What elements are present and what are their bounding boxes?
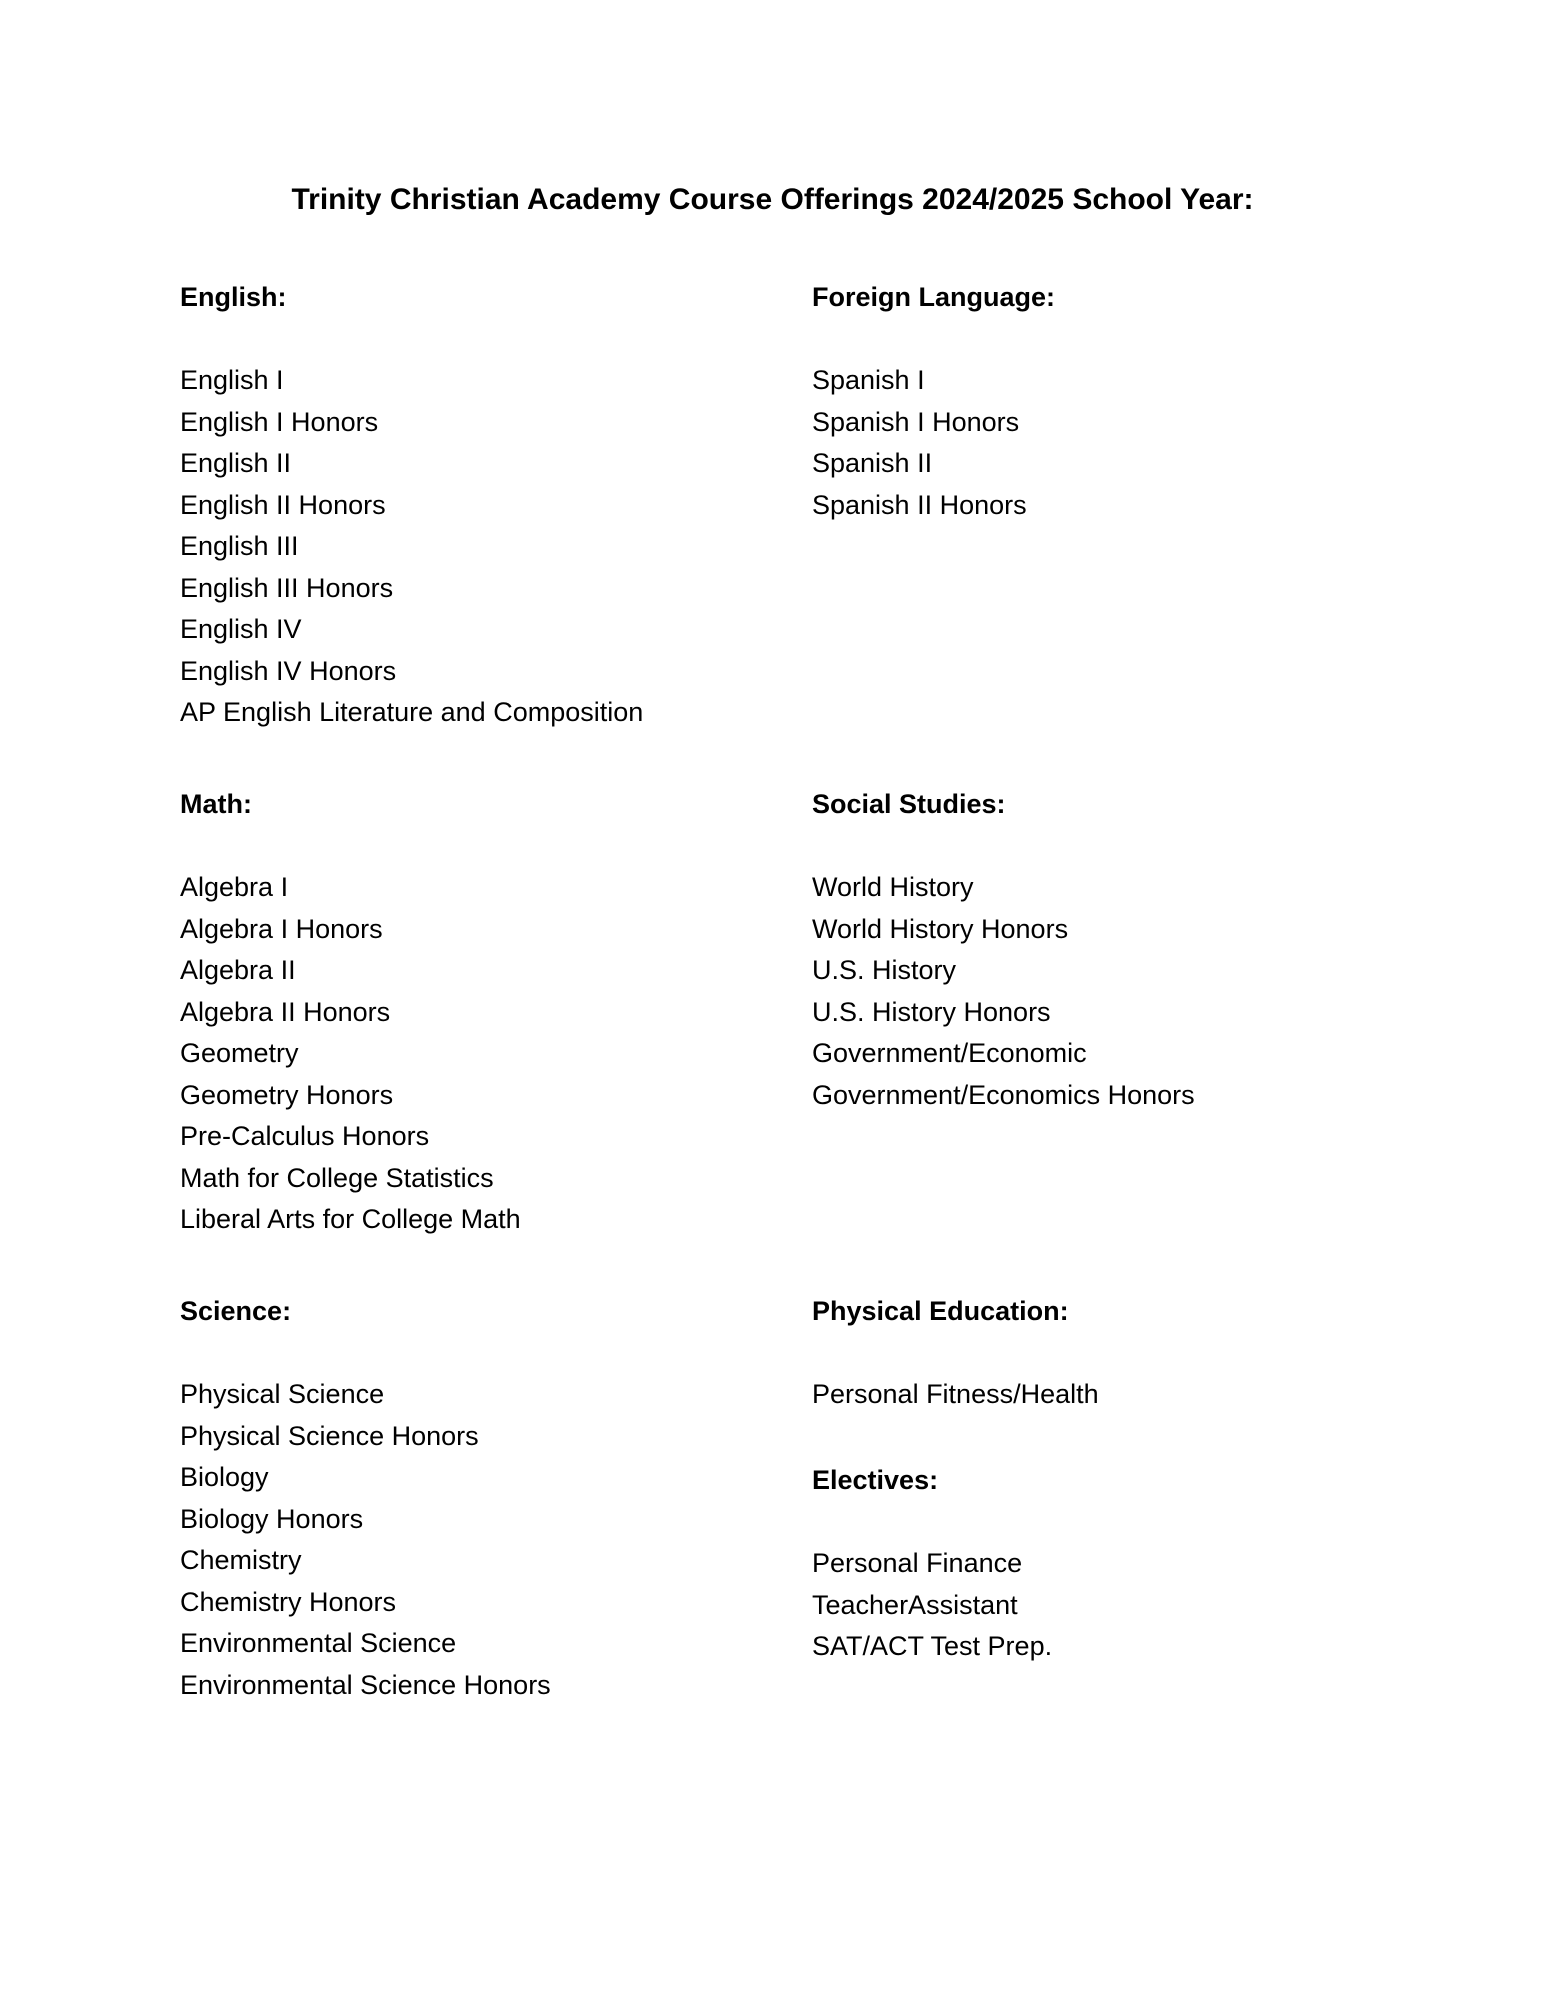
course-item: Math for College Statistics (180, 1162, 494, 1193)
course-item: U.S. History Honors (812, 996, 1051, 1027)
course-item: Physical Science (180, 1379, 385, 1409)
course-list (180, 360, 800, 734)
course-item: Biology Honors (180, 1503, 364, 1534)
course-item: World History Honors (812, 913, 1069, 944)
course-item: U.S. History (812, 955, 957, 985)
course-item: Geometry Honors (180, 1079, 394, 1110)
section-foreign-language (812, 276, 1432, 526)
course-item: Spanish I Honors (812, 406, 1020, 437)
section-heading: Science: (180, 1296, 292, 1326)
section-heading: Math: (180, 789, 252, 819)
course-item: Personal Fitness/Health (812, 1379, 1099, 1409)
course-item: Physical Science Honors (180, 1420, 479, 1451)
course-item: Algebra I Honors (180, 913, 383, 944)
course-item: Spanish I (812, 365, 925, 395)
course-item: English IV Honors (180, 655, 397, 686)
course-item: English II Honors (180, 489, 386, 520)
course-list (180, 1374, 800, 1706)
section-heading: Electives: (812, 1465, 939, 1495)
section-heading: Foreign Language: (812, 282, 1055, 312)
course-item: Environmental Science (180, 1628, 457, 1658)
course-item: Government/Economics Honors (812, 1079, 1195, 1110)
course-item: English III Honors (180, 572, 394, 603)
section-social-studies (812, 783, 1432, 1116)
course-item: Environmental Science Honors (180, 1669, 551, 1700)
course-list (812, 867, 1432, 1116)
course-item: Algebra II Honors (180, 996, 391, 1027)
section-heading: Physical Education: (812, 1296, 1069, 1326)
course-item: Personal Finance (812, 1548, 1023, 1578)
course-item: Algebra II (180, 955, 296, 985)
section-science (180, 1290, 800, 1706)
section-math (180, 783, 800, 1241)
course-list (812, 360, 1432, 526)
section-heading: Social Studies: (812, 789, 1006, 819)
course-item: Algebra I (180, 872, 289, 902)
course-item: English III (180, 531, 299, 561)
course-item: Geometry (180, 1038, 299, 1068)
course-item: Spanish II (812, 448, 933, 478)
course-item: Chemistry (180, 1545, 302, 1575)
course-item: Spanish II Honors (812, 489, 1027, 520)
section-electives (812, 1459, 1432, 1668)
page-title: Trinity Christian Academy Course Offerings 2024/2025 School Year: (291, 183, 1254, 216)
course-item: English I (180, 365, 284, 395)
course-item: Pre-Calculus Honors (180, 1121, 430, 1151)
course-item: English II (180, 448, 292, 478)
course-item: Chemistry Honors (180, 1586, 397, 1617)
course-item: SAT/ACT Test Prep. (812, 1631, 1053, 1661)
course-item: English I Honors (180, 406, 379, 437)
course-item: Liberal Arts for College Math (180, 1204, 521, 1234)
course-item: World History (812, 872, 974, 902)
course-item: TeacherAssistant (812, 1589, 1018, 1620)
section-heading: English: (180, 282, 287, 312)
section-english (180, 276, 800, 734)
course-list (812, 1543, 1432, 1668)
course-list (812, 1374, 1432, 1416)
course-item: Government/Economic (812, 1038, 1087, 1068)
course-item: AP English Literature and Composition (180, 697, 644, 727)
section-physical-education (812, 1290, 1432, 1416)
course-list (180, 867, 800, 1241)
course-item: English IV (180, 614, 302, 644)
course-item: Biology (180, 1462, 269, 1492)
